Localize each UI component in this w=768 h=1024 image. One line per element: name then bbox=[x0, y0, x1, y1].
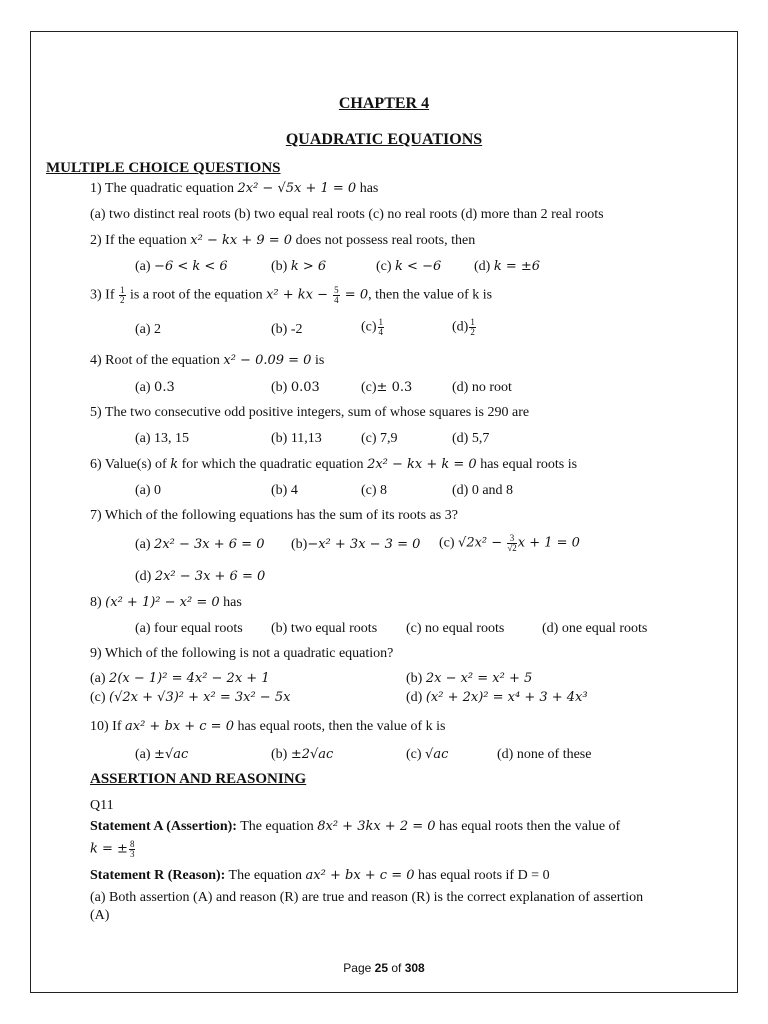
q4-option-b: (b) 0.03 bbox=[271, 380, 320, 395]
q2-stem: 2) If the equation x² − kx + 9 = 0 does not possess real roots, then bbox=[90, 233, 476, 248]
q5-option-d: (d) 5,7 bbox=[452, 431, 490, 446]
q11-statement-r: Statement R (Reason): The equation ax² + bx + c = 0 has equal roots if D = 0 bbox=[90, 868, 550, 883]
q1-options: (a) two distinct real roots (b) two equal real roots (c) no real roots (d) more than 2 real roots bbox=[90, 207, 604, 222]
q9-option-d: (d) (x² + 2x)² = x⁴ + 3 + 4x³ bbox=[406, 690, 588, 705]
q11-label: Q11 bbox=[90, 798, 114, 813]
q7-option-a: (a) 2x² − 3x + 6 = 0 bbox=[135, 537, 265, 552]
q5-option-b: (b) 11,13 bbox=[271, 431, 322, 446]
q9-stem: 9) Which of the following is not a quadratic equation? bbox=[90, 646, 394, 661]
q8-stem: 8) (x² + 1)² − x² = 0 has bbox=[90, 595, 242, 610]
q7-option-c: (c) √2x² − $\frac{3}{√2}$ x + 1 = 0 bbox=[439, 533, 580, 553]
q9-option-c: (c) (√2x + √3)² + x² = 3x² − 5x bbox=[90, 690, 291, 705]
ar-heading: ASSERTION AND REASONING bbox=[90, 771, 307, 787]
q4-option-a: (a) 0.3 bbox=[135, 380, 175, 395]
q11-statement-a: Statement A (Assertion): The equation 8x² + 3kx + 2 = 0 has equal roots then the value of bbox=[90, 819, 621, 834]
q3-option-d: (d) $\frac{1}{2}$ bbox=[452, 317, 475, 337]
q3-option-c: (c) $\frac{1}{4}$ bbox=[361, 317, 384, 337]
q7-option-d: (d) 2x² − 3x + 6 = 0 bbox=[135, 569, 266, 584]
q3-stem: 3) If $\frac{1}{2}$ is a root of the equation x² + kx − $\frac{5}{4}$ = 0, then the value of k is bbox=[90, 285, 493, 305]
q4-option-d: (d) no root bbox=[452, 380, 512, 395]
q2-option-a: (a) −6 < k < 6 bbox=[135, 259, 228, 274]
page-number: 25 bbox=[374, 961, 388, 975]
q8-option-b: (b) two equal roots bbox=[271, 621, 378, 636]
q2-option-b: (b) k > 6 bbox=[271, 259, 327, 274]
q6-option-d: (d) 0 and 8 bbox=[452, 483, 514, 498]
q1-stem: 1) The quadratic equation 2x² − √5x + 1 = 0 has bbox=[90, 181, 379, 196]
q10-stem: 10) If ax² + bx + c = 0 has equal roots, then the value of k is bbox=[90, 719, 446, 734]
q3-option-a: (a) 2 bbox=[135, 322, 162, 337]
q6-stem: 6) Value(s) of k for which the quadratic equation 2x² − kx + k = 0 has equal roots is bbox=[90, 457, 578, 472]
q7-option-b: (b)−x² + 3x − 3 = 0 bbox=[291, 537, 421, 552]
q5-option-a: (a) 13, 15 bbox=[135, 431, 190, 446]
q5-stem: 5) The two consecutive odd positive integers, sum of whose squares is 290 are bbox=[90, 405, 530, 420]
q11-statement-a-value: k = ± $\frac{8}{3}$ bbox=[90, 839, 135, 859]
q3-option-b: (b) -2 bbox=[271, 322, 303, 337]
q2-option-d: (d) k = ±6 bbox=[474, 259, 541, 274]
page-footer: Page 25 of 308 bbox=[343, 961, 425, 975]
q6-option-a: (a) 0 bbox=[135, 483, 162, 498]
q4-stem: 4) Root of the equation x² − 0.09 = 0 is bbox=[90, 353, 325, 368]
q6-option-b: (b) 4 bbox=[271, 483, 298, 498]
q2-option-c: (c) k < −6 bbox=[376, 259, 442, 274]
q5-option-c: (c) 7,9 bbox=[361, 431, 398, 446]
q11-option-a: (a) Both assertion (A) and reason (R) are true and reason (R) is the correct explanation of assertion (A) bbox=[90, 890, 644, 923]
q9-option-a: (a) 2(x − 1)² = 4x² − 2x + 1 bbox=[90, 671, 270, 686]
q4-option-c: (c)± 0.3 bbox=[361, 380, 413, 395]
q10-option-c: (c) √ac bbox=[406, 747, 449, 762]
mcq-heading: MULTIPLE CHOICE QUESTIONS bbox=[46, 160, 281, 176]
q10-option-a: (a) ±√ac bbox=[135, 747, 189, 762]
chapter-title: QUADRATIC EQUATIONS bbox=[285, 131, 483, 148]
q8-option-a: (a) four equal roots bbox=[135, 621, 243, 636]
q10-option-d: (d) none of these bbox=[497, 747, 592, 762]
q8-option-d: (d) one equal roots bbox=[542, 621, 648, 636]
q8-option-c: (c) no equal roots bbox=[406, 621, 505, 636]
q6-option-c: (c) 8 bbox=[361, 483, 388, 498]
q10-option-b: (b) ±2√ac bbox=[271, 747, 334, 762]
q7-stem: 7) Which of the following equations has the sum of its roots as 3? bbox=[90, 508, 458, 523]
page-total: 308 bbox=[404, 961, 425, 975]
q9-option-b: (b) 2x − x² = x² + 5 bbox=[406, 671, 533, 686]
chapter-heading: CHAPTER 4 bbox=[338, 95, 430, 112]
